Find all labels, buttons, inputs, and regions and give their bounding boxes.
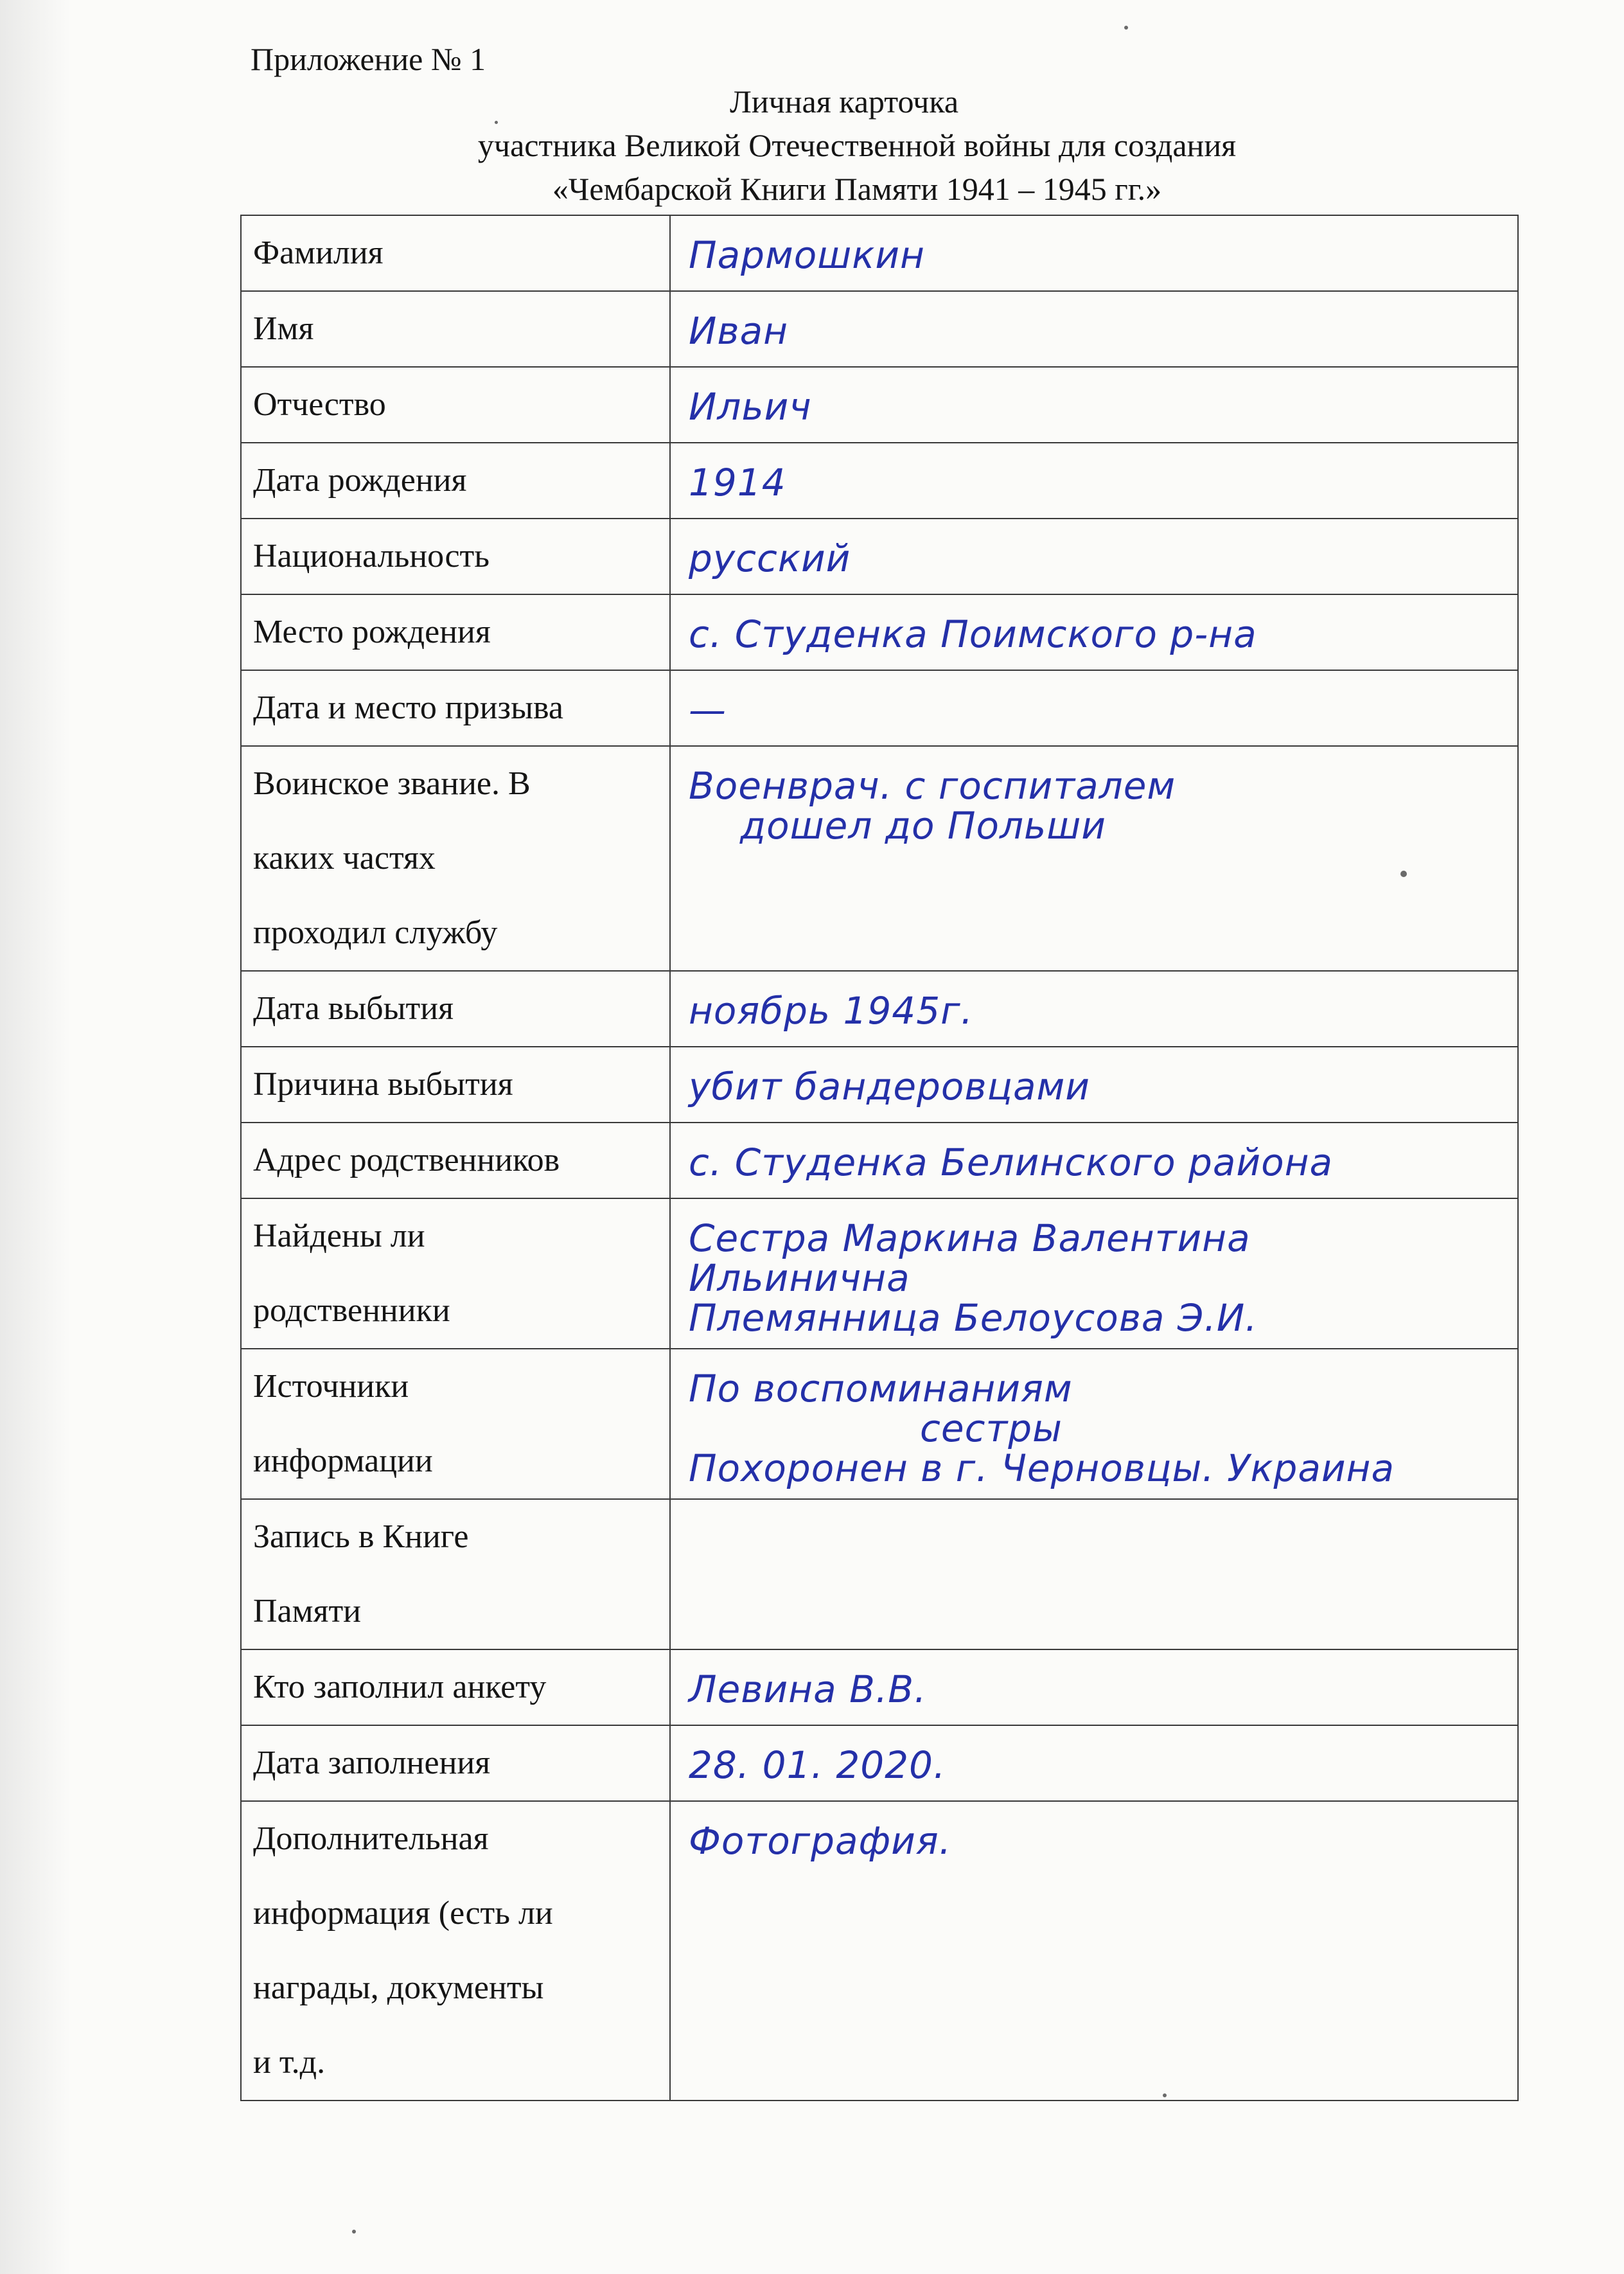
card-row: [241, 291, 1518, 367]
field-value: [670, 215, 1518, 291]
card-title: Личная карточка: [729, 84, 959, 120]
card-row: [241, 1499, 1518, 1649]
card-row: [241, 1349, 1518, 1499]
field-value: [670, 1649, 1518, 1725]
scan-speck: [1400, 871, 1407, 877]
field-value: [670, 367, 1518, 443]
handwritten-line: По воспоминаниям: [689, 1367, 1073, 1410]
handwritten-line: Иван: [689, 309, 789, 353]
scan-speck: [1163, 2093, 1167, 2097]
handwritten-line: —: [689, 688, 727, 732]
handwritten-line: с. Студенка Поимского р-на: [689, 612, 1257, 656]
card-row: [241, 1801, 1518, 2101]
handwritten-line: Сестра Маркина Валентина: [689, 1216, 1251, 1260]
field-label: Национальность: [241, 519, 670, 594]
field-label: Воинское звание. В каких частях проходил службу: [241, 746, 670, 971]
appendix-number: Приложение № 1: [251, 41, 486, 77]
field-value: [670, 291, 1518, 367]
card-row: [241, 594, 1518, 670]
field-label: Кто заполнил анкету: [241, 1649, 670, 1725]
field-value: [670, 1801, 1518, 2101]
handwritten-line: ноябрь 1945г.: [689, 989, 974, 1033]
handwritten-line: Военврач. с госпиталем: [689, 764, 1176, 808]
field-label: Дата заполнения: [241, 1725, 670, 1801]
handwritten-line: сестры: [920, 1407, 1063, 1450]
field-value: [670, 1349, 1518, 1499]
handwritten-line: Левина В.В.: [689, 1667, 927, 1711]
scan-speck: [352, 2230, 356, 2234]
field-label: Запись в Книге Памяти: [241, 1499, 670, 1649]
field-label: Дата рождения: [241, 443, 670, 519]
field-label: Дата выбытия: [241, 971, 670, 1047]
field-value: [670, 1123, 1518, 1198]
field-label: Отчество: [241, 367, 670, 443]
card-row: [241, 1047, 1518, 1123]
field-value: [670, 519, 1518, 594]
handwritten-line: Пармошкин: [689, 233, 925, 277]
field-value: [670, 1198, 1518, 1349]
field-value: [670, 594, 1518, 670]
field-label: Место рождения: [241, 594, 670, 670]
personal-card-table: [240, 215, 1519, 2101]
field-label: Источники информации: [241, 1349, 670, 1499]
card-row: [241, 519, 1518, 594]
card-row: [241, 746, 1518, 971]
card-row: [241, 670, 1518, 746]
card-subtitle: участника Великой Отечественной войны для создания: [477, 127, 1237, 163]
field-value: [670, 1499, 1518, 1649]
scan-shadow: [0, 0, 71, 2274]
handwritten-line: русский: [689, 537, 851, 580]
field-label: Адрес родственников: [241, 1123, 670, 1198]
field-label: Фамилия: [241, 215, 670, 291]
card-row: [241, 443, 1518, 519]
field-value: [670, 443, 1518, 519]
handwritten-line: Фотография.: [689, 1819, 952, 1863]
card-row: [241, 367, 1518, 443]
handwritten-line: 1914: [689, 461, 786, 504]
card-row: [241, 215, 1518, 291]
field-value: [670, 670, 1518, 746]
card-row: [241, 971, 1518, 1047]
field-label: Причина выбытия: [241, 1047, 670, 1123]
handwritten-line: с. Студенка Белинского района: [689, 1141, 1334, 1184]
handwritten-line: Похоронен в г. Черновцы. Украина: [689, 1446, 1395, 1490]
card-row: [241, 1725, 1518, 1801]
card-row: [241, 1649, 1518, 1725]
card-row: [241, 1123, 1518, 1198]
handwritten-line: Племянница Белоусова Э.И.: [689, 1296, 1258, 1340]
handwritten-line: Ильинична: [689, 1256, 910, 1300]
scan-speck: [495, 121, 498, 124]
field-value: [670, 1047, 1518, 1123]
scan-speck: [1124, 26, 1128, 30]
handwritten-line: 28. 01. 2020.: [689, 1743, 946, 1787]
field-label: Найдены ли родственники: [241, 1198, 670, 1349]
field-label: Дополнительная информация (есть ли награды, документы и т.д.: [241, 1801, 670, 2101]
field-value: [670, 971, 1518, 1047]
field-label: Дата и место призыва: [241, 670, 670, 746]
handwritten-line: дошел до Польши: [740, 804, 1106, 848]
handwritten-line: Ильич: [689, 385, 812, 429]
book-title: «Чембарской Книги Памяти 1941 – 1945 гг.»: [552, 171, 1162, 207]
handwritten-line: убит бандеровцами: [689, 1065, 1090, 1108]
field-label: Имя: [241, 291, 670, 367]
field-value: [670, 746, 1518, 971]
card-row: [241, 1198, 1518, 1349]
field-value: [670, 1725, 1518, 1801]
